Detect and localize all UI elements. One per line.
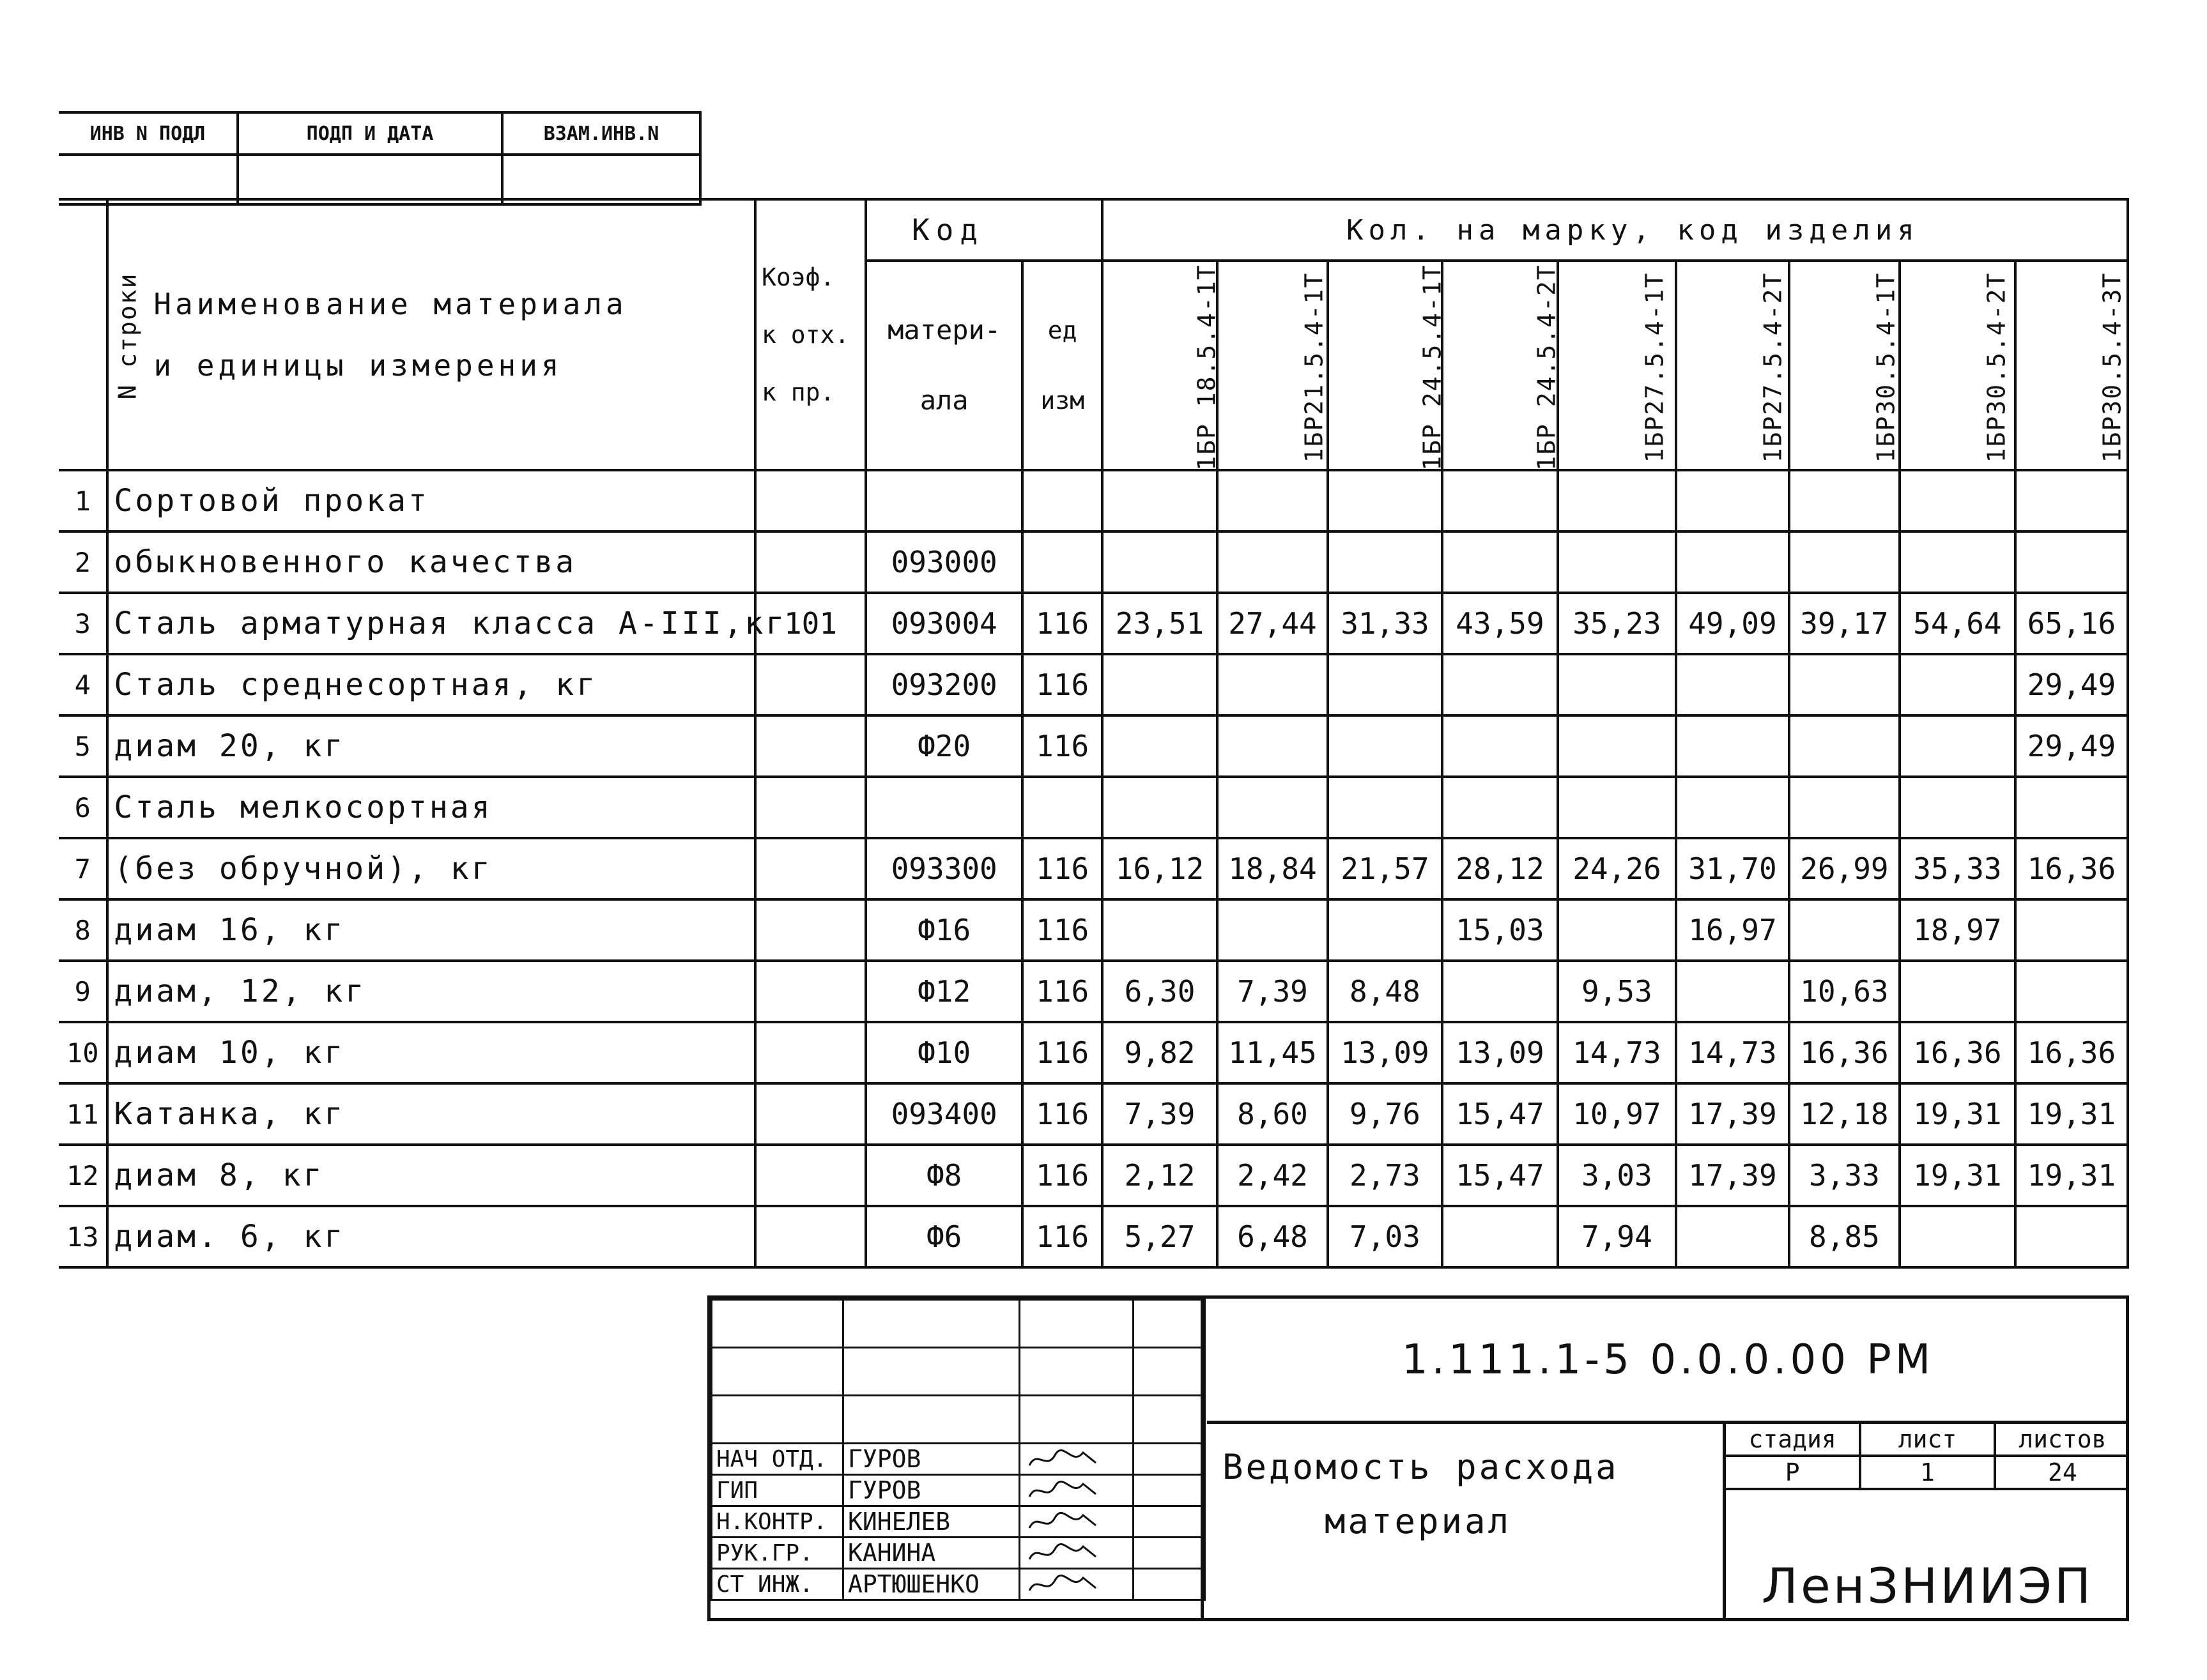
material-name: диам 20, кг [107,715,755,777]
quantity-cell: 35,33 [1900,838,2015,899]
quantity-cell: 19,31 [2015,1083,2128,1145]
stamp-sign-date-cell [238,155,502,204]
quantity-cell [1442,531,1558,593]
signature-scribble [1024,1446,1101,1472]
quantity-cell [1558,777,1676,838]
quantity-cell: 6,30 [1102,961,1217,1022]
quantity-cell: 14,73 [1558,1022,1676,1083]
quantity-cell: 15,47 [1442,1145,1558,1206]
quantity-cell: 11,45 [1217,1022,1328,1083]
quantity-cell [1442,961,1558,1022]
coef-value [755,899,866,961]
quantity-cell: 16,97 [1676,899,1789,961]
quantity-cell: 49,09 [1676,593,1789,654]
row-number-header: N строки [59,199,107,470]
archive-stamp [59,111,702,206]
mark-header: 1БР27.5.4-2Т [1676,261,1789,470]
quantity-cell: 43,59 [1442,593,1558,654]
unit-code: 116 [1022,838,1102,899]
row-number: 7 [59,838,107,899]
stamp-replace-inv-cell [502,155,700,204]
quantity-cell [1789,899,1900,961]
quantity-cell: 26,99 [1789,838,1900,899]
signatures-area [711,1299,1204,1618]
material-code: Ф20 [866,715,1022,777]
quantity-cell [2015,470,2128,531]
unit-code: 116 [1022,1083,1102,1145]
material-name-header: Наименование материала и единицы измерения [107,199,755,470]
quantity-cell: 39,17 [1789,593,1900,654]
stamp-inv-cell [59,155,238,204]
table-row [59,1083,2128,1145]
quantity-cell [1676,715,1789,777]
coef-value [755,470,866,531]
table-row [59,654,2128,715]
coef-value [755,1022,866,1083]
quantity-cell [1900,1206,2015,1267]
table-row [59,470,2128,531]
quantity-cell: 19,31 [2015,1145,2128,1206]
quantity-cell: 13,09 [1328,1022,1442,1083]
quantity-cell: 2,12 [1102,1145,1217,1206]
row-number: 2 [59,531,107,593]
code-unit-header: ед изм [1022,261,1102,470]
material-code: 093300 [866,838,1022,899]
quantity-cell: 31,70 [1676,838,1789,899]
sign-date [1134,1569,1205,1600]
quantity-cell: 21,57 [1328,838,1442,899]
quantity-cell [1442,470,1558,531]
quantity-cell [1789,470,1900,531]
material-name: (без обручной), кг [107,838,755,899]
quantity-cell [1676,470,1789,531]
quantity-cell: 13,09 [1442,1022,1558,1083]
material-name: диам. 6, кг [107,1206,755,1267]
sign-date [1134,1506,1205,1538]
sheet-label: лист [1860,1424,1994,1456]
quantity-cell [1900,531,2015,593]
sheets-value: 24 [1995,1456,2129,1489]
mark-header: 1БР 24.5.4-2Т [1442,261,1558,470]
sign-date [1134,1538,1205,1569]
quantity-cell [1442,715,1558,777]
signer-row [712,1444,1205,1475]
material-code [866,777,1022,838]
quantity-cell [1900,777,2015,838]
quantity-cell [1676,1206,1789,1267]
material-name: диам, 12, кг [107,961,755,1022]
quantity-cell: 35,23 [1558,593,1676,654]
signers-body [712,1444,1205,1600]
material-name: диам 8, кг [107,1145,755,1206]
table-row [59,1022,2128,1083]
quantity-cell [2015,961,2128,1022]
signature [1020,1506,1134,1538]
row-number: 5 [59,715,107,777]
quantity-cell [1558,715,1676,777]
quantity-cell [1558,654,1676,715]
quantity-cell [1217,531,1328,593]
signer-row [712,1538,1205,1569]
table-row [59,961,2128,1022]
table-row [59,777,2128,838]
quantity-cell: 28,12 [1442,838,1558,899]
coef-value [755,715,866,777]
table-row [59,593,2128,654]
quantity-cell: 9,82 [1102,1022,1217,1083]
quantity-cell: 31,33 [1328,593,1442,654]
mark-header: 1БР30.5.4-2Т [1900,261,2015,470]
quantity-cell: 16,36 [1900,1022,2015,1083]
unit-code: 116 [1022,1145,1102,1206]
table-row [59,1145,2128,1206]
quantity-cell: 16,36 [1789,1022,1900,1083]
row-number: 6 [59,777,107,838]
quantity-cell [2015,777,2128,838]
quantity-cell: 18,97 [1900,899,2015,961]
code-header: Код [866,199,1102,261]
quantity-cell [1789,715,1900,777]
signer-name: ГУРОВ [843,1444,1020,1475]
material-code: 093004 [866,593,1022,654]
quantity-cell [1102,531,1217,593]
sheets-label: листов [1995,1424,2129,1456]
unit-code [1022,470,1102,531]
quantity-cell [1558,899,1676,961]
table-row [59,531,2128,593]
quantity-cell: 19,31 [1900,1145,2015,1206]
row-number: 10 [59,1022,107,1083]
quantity-cell: 3,33 [1789,1145,1900,1206]
coef-value [755,838,866,899]
stamp-replace-inv-header: ВЗАМ.ИНВ.N [502,112,700,155]
unit-code: 116 [1022,593,1102,654]
materials-body [59,470,2128,1267]
quantity-cell: 9,53 [1558,961,1676,1022]
material-name: Сталь среднесортная, кг [107,654,755,715]
quantity-cell: 19,31 [1900,1083,2015,1145]
coef-value [755,1083,866,1145]
coef-value [755,531,866,593]
quantity-cell [2015,899,2128,961]
quantity-cell: 3,03 [1558,1145,1676,1206]
quantity-cell [1676,654,1789,715]
quantity-cell: 8,48 [1328,961,1442,1022]
table-row [59,1206,2128,1267]
material-name: Сталь арматурная класса А-III,кг [107,593,755,654]
quantity-cell [1558,531,1676,593]
coef-value [755,777,866,838]
mark-header: 1БР 24.5.4-1Т [1328,261,1442,470]
signature [1020,1444,1134,1475]
signer-name: КИНЕЛЕВ [843,1506,1020,1538]
quantity-cell [1217,654,1328,715]
quantity-cell: 18,84 [1217,838,1328,899]
signatures-table [711,1299,1206,1601]
quantity-cell [1676,531,1789,593]
material-code: Ф12 [866,961,1022,1022]
unit-code: 116 [1022,899,1102,961]
quantity-cell: 16,36 [2015,838,2128,899]
quantity-cell: 7,39 [1102,1083,1217,1145]
unit-code [1022,777,1102,838]
quantity-cell: 17,39 [1676,1083,1789,1145]
materials-table [59,198,2129,1269]
quantity-cell [1676,961,1789,1022]
quantity-cell [2015,531,2128,593]
quantity-cell [2015,1206,2128,1267]
signer-row [712,1475,1205,1506]
mark-header: 1БР30.5.4-3Т [2015,261,2128,470]
material-code: Ф8 [866,1145,1022,1206]
table-row [59,838,2128,899]
signature-scribble [1024,1478,1101,1503]
quantity-cell [1442,654,1558,715]
material-code: 093000 [866,531,1022,593]
quantity-cell: 23,51 [1102,593,1217,654]
sheet-value: 1 [1860,1456,1994,1489]
row-number: 11 [59,1083,107,1145]
document-title: Ведомость расхода материал [1207,1424,1726,1621]
table-row [59,899,2128,961]
signer-role: НАЧ ОТД. [712,1444,843,1475]
unit-code: 116 [1022,961,1102,1022]
signature [1020,1569,1134,1600]
quantity-cell [1442,1206,1558,1267]
quantity-cell [1442,777,1558,838]
row-number: 1 [59,470,107,531]
material-name: диам 16, кг [107,899,755,961]
material-code [866,470,1022,531]
quantity-cell [1789,531,1900,593]
quantity-cell: 15,03 [1442,899,1558,961]
row-number: 12 [59,1145,107,1206]
material-code: Ф6 [866,1206,1022,1267]
signer-role: СТ ИНЖ. [712,1569,843,1600]
material-code: Ф16 [866,899,1022,961]
material-name: обыкновенного качества [107,531,755,593]
quantity-cell: 8,60 [1217,1083,1328,1145]
unit-code: 116 [1022,715,1102,777]
quantity-cell [1789,777,1900,838]
quantity-cell [1102,777,1217,838]
row-number: 13 [59,1206,107,1267]
coef-header: Коэф. к отх. к пр. [755,199,866,470]
quantity-cell: 29,49 [2015,654,2128,715]
stage-sheet-table [1726,1424,2129,1490]
unit-code: 116 [1022,1022,1102,1083]
quantity-cell: 15,47 [1442,1083,1558,1145]
signer-name: ГУРОВ [843,1475,1020,1506]
quantity-cell [1328,470,1442,531]
quantity-cell: 10,63 [1789,961,1900,1022]
quantity-cell: 17,39 [1676,1145,1789,1206]
coef-value [755,1206,866,1267]
unit-code: 116 [1022,1206,1102,1267]
sign-date [1134,1444,1205,1475]
signature [1020,1475,1134,1506]
signer-role: ГИП [712,1475,843,1506]
quantity-cell: 6,48 [1217,1206,1328,1267]
quantity-cell [1328,531,1442,593]
material-code: 093200 [866,654,1022,715]
coef-value [755,961,866,1022]
material-name: Катанка, кг [107,1083,755,1145]
quantity-cell: 7,03 [1328,1206,1442,1267]
quantity-cell [1558,470,1676,531]
signature-scribble [1024,1571,1101,1597]
mark-header: 1БР 18.5.4-1Т [1102,261,1217,470]
quantity-cell [1102,899,1217,961]
row-number: 9 [59,961,107,1022]
signature-scribble [1024,1509,1101,1534]
row-number: 4 [59,654,107,715]
quantity-cell: 9,76 [1328,1083,1442,1145]
quantity-cell: 8,85 [1789,1206,1900,1267]
quantity-cell [1102,470,1217,531]
quantity-cell [1217,899,1328,961]
quantity-cell: 24,26 [1558,838,1676,899]
quantity-cell: 54,64 [1900,593,2015,654]
stage-label: стадия [1726,1424,1860,1456]
quantity-cell [1328,899,1442,961]
signer-role: Н.КОНТР. [712,1506,843,1538]
document-code: 1.111.1-5 0.0.0.00 РМ [1207,1299,2129,1424]
quantity-cell: 12,18 [1789,1083,1900,1145]
quantity-cell: 10,97 [1558,1083,1676,1145]
quantity-cell [1102,654,1217,715]
quantity-cell: 2,73 [1328,1145,1442,1206]
row-number: 3 [59,593,107,654]
quantity-cell [1102,715,1217,777]
quantity-cell [1217,715,1328,777]
signer-name: КАНИНА [843,1538,1020,1569]
quantity-header: Кол. на марку, код изделия [1102,199,2128,261]
quantity-cell [1900,961,2015,1022]
material-name: Сортовой прокат [107,470,755,531]
quantity-cell [1217,777,1328,838]
mark-header: 1БР27.5.4-1Т [1558,261,1676,470]
quantity-cell [1328,715,1442,777]
quantity-cell: 16,36 [2015,1022,2128,1083]
stamp-inv-header: ИНВ N ПОДЛ [59,112,238,155]
quantity-cell [1676,777,1789,838]
coef-value [755,654,866,715]
unit-code: 116 [1022,654,1102,715]
material-name: Сталь мелкосортная [107,777,755,838]
material-name: диам 10, кг [107,1022,755,1083]
organization-name: ЛенЗНИИЭП [1761,1557,2094,1614]
mark-header: 1БР30.5.4-1Т [1789,261,1900,470]
coef-value [755,1145,866,1206]
quantity-cell: 2,42 [1217,1145,1328,1206]
stage-value: Р [1726,1456,1860,1489]
quantity-cell: 65,16 [2015,593,2128,654]
mark-header: 1БР21.5.4-1Т [1217,261,1328,470]
material-code: 093400 [866,1083,1022,1145]
quantity-cell [1217,470,1328,531]
quantity-cell [1900,715,2015,777]
signer-row [712,1506,1205,1538]
quantity-cell: 7,39 [1217,961,1328,1022]
row-number: 8 [59,899,107,961]
quantity-cell [1900,654,2015,715]
coef-value: 101 [755,593,866,654]
sign-date [1134,1475,1205,1506]
quantity-cell: 7,94 [1558,1206,1676,1267]
table-row [59,715,2128,777]
quantity-cell: 16,12 [1102,838,1217,899]
quantity-cell: 27,44 [1217,593,1328,654]
material-code: Ф10 [866,1022,1022,1083]
title-block [707,1295,2129,1621]
quantity-cell: 29,49 [2015,715,2128,777]
signer-row [712,1569,1205,1600]
quantity-cell [1789,654,1900,715]
code-material-header: матери- ала [866,261,1022,470]
quantity-cell: 5,27 [1102,1206,1217,1267]
signer-role: РУК.ГР. [712,1538,843,1569]
signature [1020,1538,1134,1569]
unit-code [1022,531,1102,593]
stamp-sign-date-header: ПОДП И ДАТА [238,112,502,155]
quantity-cell [1328,777,1442,838]
signature-scribble [1024,1540,1101,1566]
quantity-cell: 14,73 [1676,1022,1789,1083]
signer-name: АРТЮШЕНКО [843,1569,1020,1600]
quantity-cell [1328,654,1442,715]
quantity-cell [1900,470,2015,531]
